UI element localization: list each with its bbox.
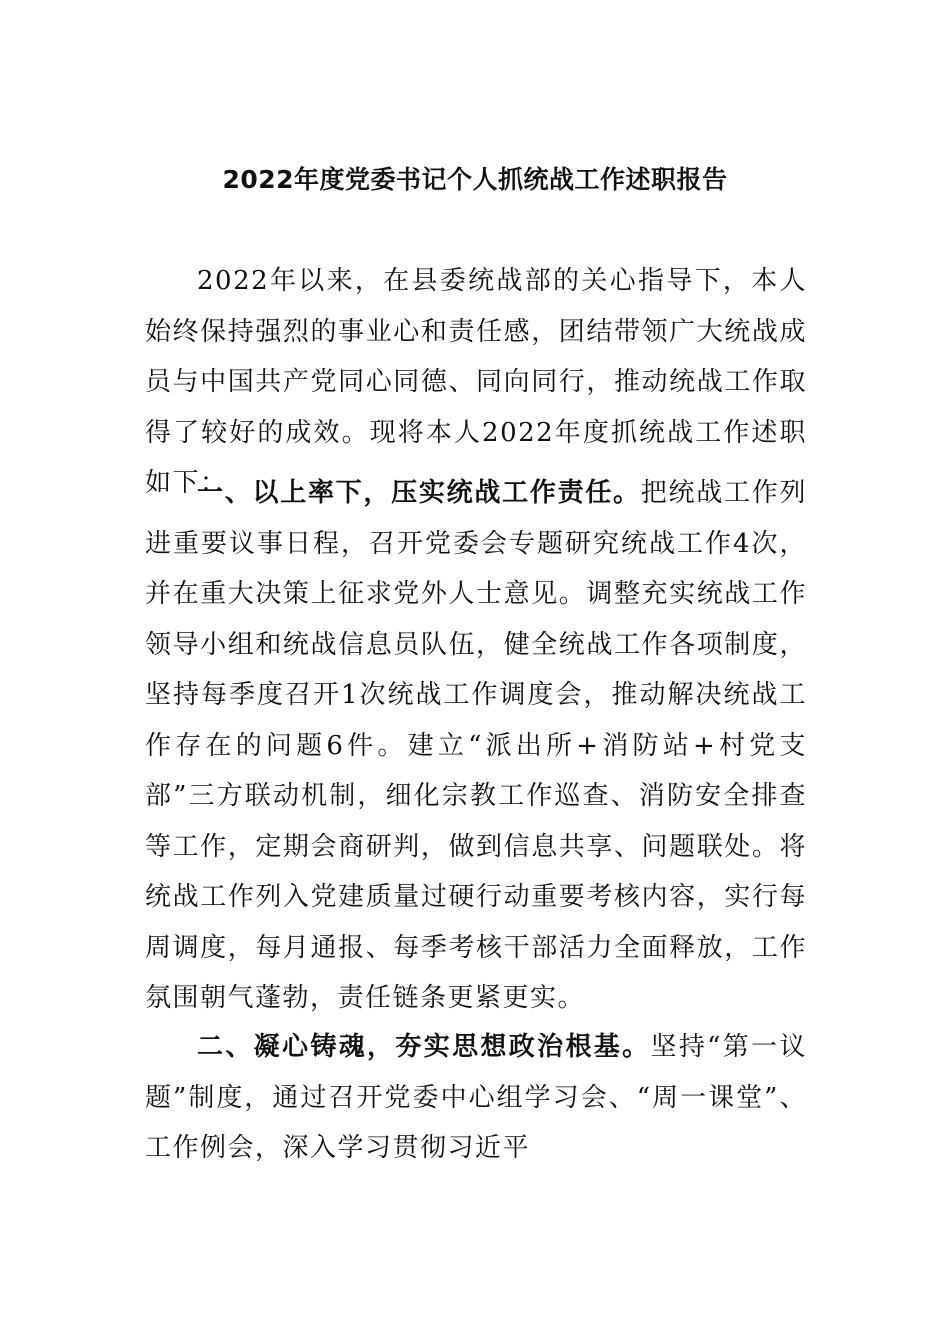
document-title: 2022年度党委书记个人抓统战工作述职报告: [222, 165, 728, 194]
section-two-text: 坚持“第一议题”制度，通过召开党委中心组学习会、“周一课堂”、工作例会，深入学习贯彻习近平: [145, 1032, 807, 1163]
section-one-text: 把统战工作列进重要议事日程，召开党委会专题研究统战工作4次，并在重大决策上征求党外人士意见。调整充实统战工作领导小组和统战信息员队伍，健全统战工作各项制度，坚持每季度召开1次统战工作调度会，推动解决统战工作存在的问题6件。建立“派出所+消防站+村党支部”三方联动机制，细化宗教工作巡查、消防安全排查等工作，定期会商研判，做到信息共享、问题联处。将统战工作列入党建质量过硬行动重要考核内容，实行每周调度，每月通报、每季考核干部活力全面释放，工作氛围朝气蓬勃，责任链条更紧更实。: [145, 478, 807, 1013]
section-two-heading: 二、凝心铸魂，夯实思想政治根基。: [197, 1032, 651, 1062]
paragraph-section-two: [145, 1022, 807, 1174]
paragraph-intro-text: 2022年以来，在县委统战部的关心指导下，本人始终保持强烈的事业心和责任感，团结带领广大统战成员与中国共产党同心同德、同向同行，推动统战工作取得了较好的成效。现将本人2022年度抓统战工作述职如下：: [145, 266, 807, 498]
paragraph-section-one: [145, 468, 807, 1024]
section-one-heading: 一、以上率下，压实统战工作责任。: [197, 478, 641, 508]
